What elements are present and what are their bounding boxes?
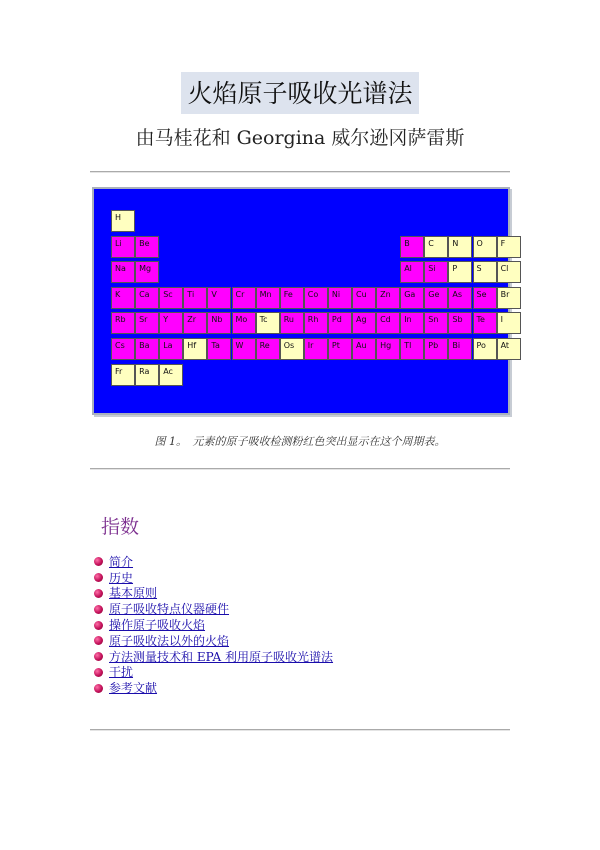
- element-cell-y: Y: [159, 312, 183, 334]
- element-cell-as: As: [448, 287, 472, 309]
- element-cell-ba: Ba: [135, 338, 159, 360]
- element-cell-k: K: [111, 287, 135, 309]
- element-cell-cu: Cu: [352, 287, 376, 309]
- element-cell-c: C: [424, 236, 448, 258]
- element-cell-te: Te: [473, 312, 497, 334]
- element-cell-mn: Mn: [256, 287, 280, 309]
- index-link[interactable]: 参考文献: [109, 681, 158, 696]
- element-cell-in: In: [400, 312, 424, 334]
- element-cell-fr: Fr: [111, 364, 135, 386]
- element-cell-sc: Sc: [159, 287, 183, 309]
- element-cell-pd: Pd: [328, 312, 352, 334]
- element-cell-v: V: [207, 287, 231, 309]
- index-link[interactable]: 基本原则: [109, 586, 158, 601]
- figure-caption: 图 1。 元素的原子吸收检测粉红色突出显示在这个周期表。: [154, 435, 446, 448]
- element-cell-nb: Nb: [207, 312, 231, 334]
- element-cell-ta: Ta: [207, 338, 231, 360]
- element-cell-f: F: [497, 236, 521, 258]
- element-cell-ra: Ra: [135, 364, 159, 386]
- index-link[interactable]: 原子吸收特点仪器硬件: [109, 602, 230, 617]
- bullet-icon: [94, 605, 103, 614]
- element-cell-mg: Mg: [135, 261, 159, 283]
- bullet-icon: [94, 684, 103, 693]
- element-cell-ac: Ac: [159, 364, 183, 386]
- element-cell-cd: Cd: [376, 312, 400, 334]
- index-link[interactable]: 方法测量技术和 EPA 利用原子吸收光谱法: [109, 649, 334, 664]
- bullet-icon: [94, 652, 103, 661]
- divider-middle: [90, 468, 510, 470]
- index-link[interactable]: 操作原子吸收火焰: [109, 618, 206, 633]
- periodic-table-figure: [92, 187, 510, 415]
- index-item: [94, 617, 333, 633]
- element-cell-sr: Sr: [135, 312, 159, 334]
- index-link[interactable]: 历史: [109, 570, 134, 585]
- index-heading: 指数: [101, 516, 140, 538]
- index-list: [94, 554, 333, 696]
- element-cell-li: Li: [111, 236, 135, 258]
- element-cell-w: W: [232, 338, 256, 360]
- element-cell-pb: Pb: [424, 338, 448, 360]
- element-cell-sb: Sb: [448, 312, 472, 334]
- element-cell-hf: Hf: [183, 338, 207, 360]
- element-cell-ir: Ir: [304, 338, 328, 360]
- index-link[interactable]: 干扰: [109, 665, 134, 680]
- element-cell-re: Re: [256, 338, 280, 360]
- bullet-icon: [94, 573, 103, 582]
- element-cell-mo: Mo: [232, 312, 256, 334]
- element-cell-ca: Ca: [135, 287, 159, 309]
- element-cell-hg: Hg: [376, 338, 400, 360]
- element-cell-os: Os: [280, 338, 304, 360]
- element-cell-fe: Fe: [280, 287, 304, 309]
- element-cell-s: S: [473, 261, 497, 283]
- element-cell-ru: Ru: [280, 312, 304, 334]
- element-cell-cr: Cr: [232, 287, 256, 309]
- index-link[interactable]: 原子吸收法以外的火焰: [109, 633, 230, 648]
- element-cell-ni: Ni: [328, 287, 352, 309]
- element-cell-h: H: [111, 210, 135, 232]
- bullet-icon: [94, 636, 103, 645]
- element-cell-rb: Rb: [111, 312, 135, 334]
- element-cell-rh: Rh: [304, 312, 328, 334]
- element-cell-na: Na: [111, 261, 135, 283]
- bullet-icon: [94, 557, 103, 566]
- bullet-icon: [94, 621, 103, 630]
- element-cell-ti: Ti: [183, 287, 207, 309]
- element-cell-se: Se: [473, 287, 497, 309]
- element-cell-tc: Tc: [256, 312, 280, 334]
- element-cell-au: Au: [352, 338, 376, 360]
- element-cell-n: N: [448, 236, 472, 258]
- divider-top: [90, 171, 510, 173]
- element-cell-al: Al: [400, 261, 424, 283]
- element-cell-sn: Sn: [424, 312, 448, 334]
- element-cell-cs: Cs: [111, 338, 135, 360]
- page-title: 火焰原子吸收光谱法: [181, 72, 418, 114]
- index-item: [94, 633, 333, 649]
- element-cell-i: I: [497, 312, 521, 334]
- element-cell-po: Po: [473, 338, 497, 360]
- element-cell-tl: Tl: [400, 338, 424, 360]
- title-container: [0, 72, 600, 114]
- index-item: [94, 570, 333, 586]
- bullet-icon: [94, 668, 103, 677]
- index-item: [94, 601, 333, 617]
- element-cell-pt: Pt: [328, 338, 352, 360]
- index-item: [94, 665, 333, 681]
- bullet-icon: [94, 589, 103, 598]
- element-cell-at: At: [497, 338, 521, 360]
- element-cell-ge: Ge: [424, 287, 448, 309]
- element-cell-cl: Cl: [497, 261, 521, 283]
- index-item: [94, 680, 333, 696]
- page-subtitle: 由马桂花和 Georgina 威尔逊冈萨雷斯: [135, 127, 465, 149]
- element-cell-bi: Bi: [448, 338, 472, 360]
- index-link[interactable]: 简介: [109, 554, 134, 569]
- element-cell-b: B: [400, 236, 424, 258]
- element-cell-zn: Zn: [376, 287, 400, 309]
- element-cell-o: O: [473, 236, 497, 258]
- element-cell-co: Co: [304, 287, 328, 309]
- index-item: [94, 649, 333, 665]
- divider-bottom: [90, 729, 510, 731]
- index-item: [94, 586, 333, 602]
- element-cell-be: Be: [135, 236, 159, 258]
- element-cell-ag: Ag: [352, 312, 376, 334]
- element-cell-zr: Zr: [183, 312, 207, 334]
- element-cell-p: P: [448, 261, 472, 283]
- index-item: [94, 554, 333, 570]
- element-cell-si: Si: [424, 261, 448, 283]
- element-cell-la: La: [159, 338, 183, 360]
- element-cell-br: Br: [497, 287, 521, 309]
- element-cell-ga: Ga: [400, 287, 424, 309]
